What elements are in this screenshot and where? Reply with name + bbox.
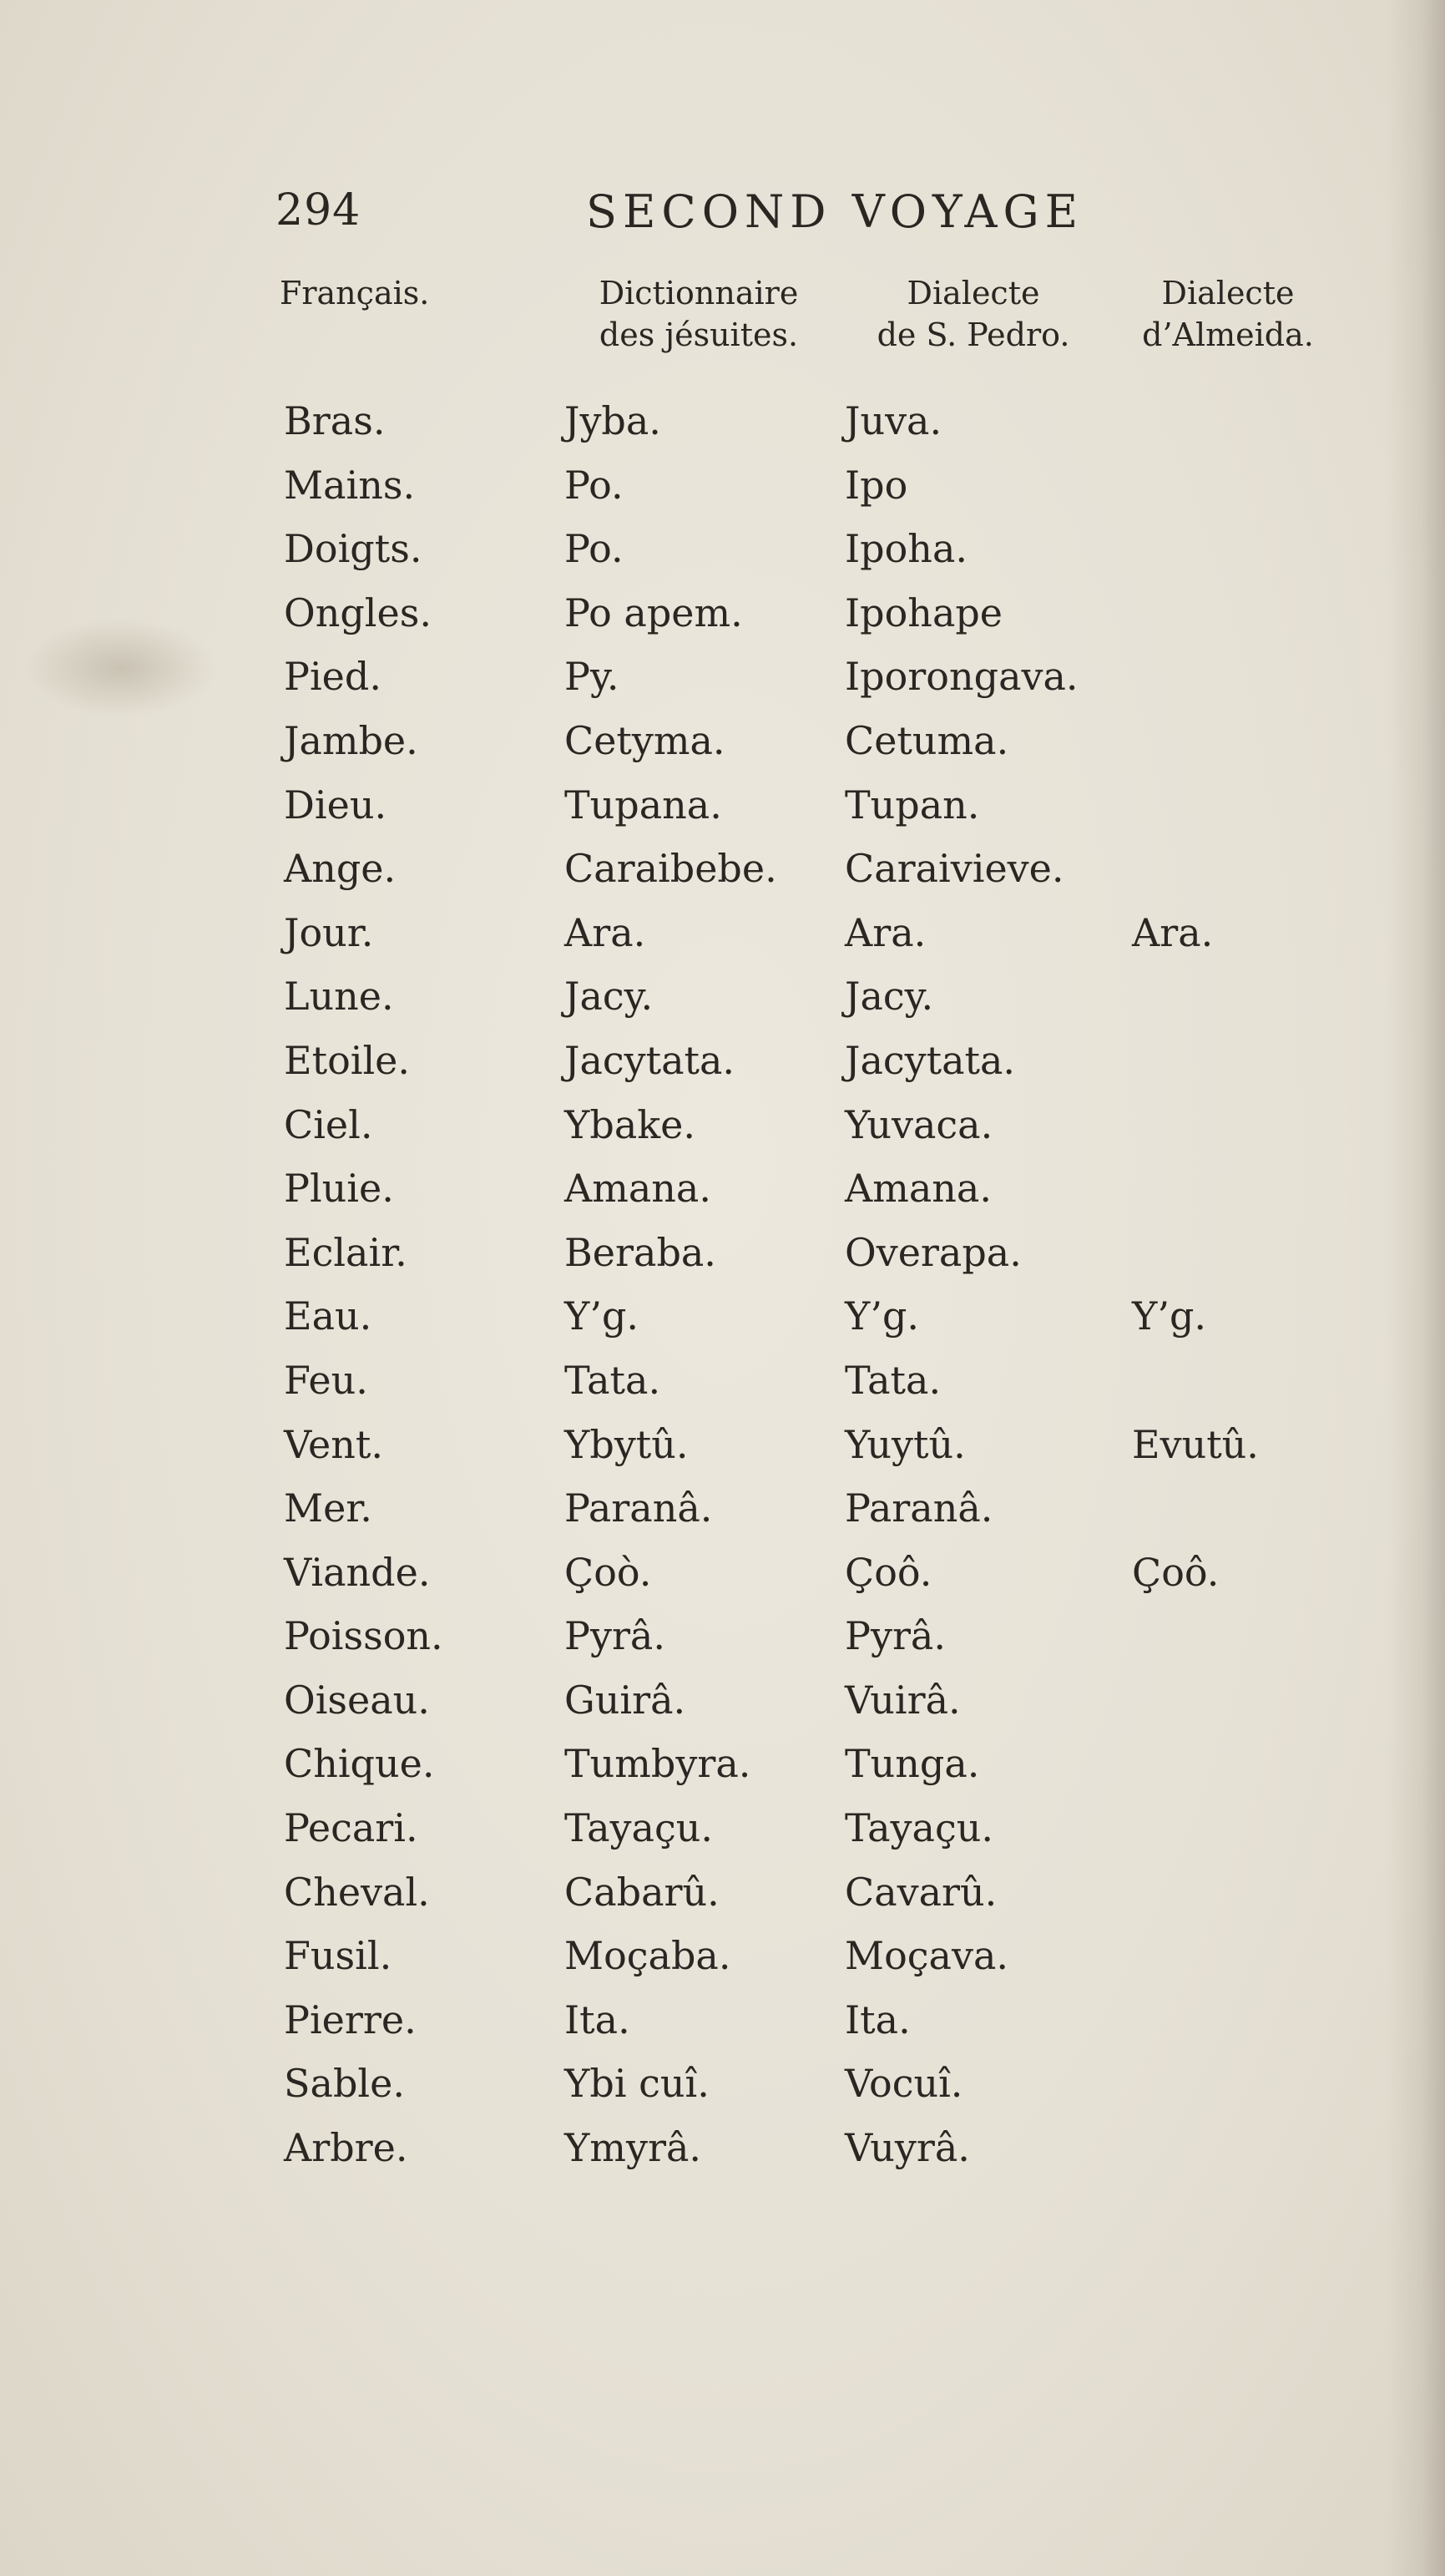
cell-s-pedro: Tunga. — [845, 1741, 980, 1787]
cell-s-pedro: Amana. — [845, 1166, 992, 1212]
cell-francais: Cheval. — [284, 1869, 430, 1915]
column-header-jesuites — [578, 272, 820, 356]
cell-francais: Lune. — [284, 974, 394, 1020]
cell-jesuites: Cetyma. — [564, 717, 725, 763]
column-header-francais-line: Français. — [280, 275, 430, 311]
cell-s-pedro: Iporongava. — [845, 654, 1079, 700]
cell-francais: Ciel. — [284, 1101, 373, 1147]
cell-jesuites: Moçaba. — [564, 1933, 731, 1979]
cell-s-pedro: Vocuî. — [845, 2061, 963, 2107]
running-title: SECOND VOYAGE — [586, 185, 1084, 238]
table-row — [0, 1738, 1445, 1803]
table-row — [0, 1291, 1445, 1355]
cell-francais: Mains. — [284, 462, 416, 508]
cell-s-pedro: Tata. — [845, 1357, 942, 1403]
table-row — [0, 524, 1445, 588]
cell-s-pedro: Çoô. — [845, 1549, 932, 1595]
cell-jesuites: Ita. — [564, 1997, 630, 2042]
cell-jesuites: Tayaçu. — [564, 1805, 713, 1851]
page-number: 294 — [275, 185, 361, 235]
cell-jesuites: Beraba. — [564, 1229, 716, 1275]
cell-s-pedro: Ipo — [845, 462, 908, 508]
cell-jesuites: Caraibebe. — [564, 846, 777, 892]
cell-jesuites: Tumbyra. — [564, 1741, 751, 1787]
column-header-jesuites-line2: des jésuites. — [599, 316, 799, 353]
cell-s-pedro: Ipoha. — [845, 526, 968, 572]
cell-s-pedro: Cavarû. — [845, 1869, 998, 1915]
table-row — [0, 1675, 1445, 1739]
table-row — [0, 396, 1445, 460]
cell-s-pedro: Overapa. — [845, 1229, 1022, 1275]
cell-francais: Ongles. — [284, 590, 432, 635]
cell-jesuites: Ara. — [564, 909, 646, 955]
cell-jesuites: Ymyrâ. — [564, 2125, 702, 2171]
cell-francais: Jambe. — [284, 717, 418, 763]
cell-francais: Ange. — [284, 846, 397, 892]
cell-francais: Pecari. — [284, 1805, 418, 1851]
table-row — [0, 460, 1445, 524]
column-header-jesuites-line1: Dictionnaire — [599, 275, 799, 311]
table-row — [0, 1483, 1445, 1547]
cell-jesuites: Jacytata. — [564, 1037, 735, 1083]
cell-s-pedro: Moçava. — [845, 1933, 1009, 1979]
table-row — [0, 1355, 1445, 1420]
cell-s-pedro: Ipohape — [845, 590, 1003, 635]
cell-jesuites: Pyrâ. — [564, 1613, 665, 1659]
table-row — [0, 1163, 1445, 1227]
cell-jesuites: Py. — [564, 654, 619, 700]
cell-francais: Arbre. — [284, 2125, 408, 2171]
cell-s-pedro: Jacytata. — [845, 1037, 1016, 1083]
cell-jesuites: Po. — [564, 526, 624, 572]
table-row — [0, 1547, 1445, 1612]
cell-s-pedro: Caraivieve. — [845, 846, 1064, 892]
vocabulary-table — [0, 396, 1445, 2187]
cell-jesuites: Paranâ. — [564, 1485, 713, 1531]
cell-s-pedro: Vuirâ. — [845, 1677, 961, 1723]
page-header — [275, 185, 1110, 244]
cell-almeida: Çoô. — [1132, 1549, 1220, 1595]
cell-jesuites: Çoò. — [564, 1549, 652, 1595]
cell-francais: Chique. — [284, 1741, 435, 1787]
cell-s-pedro: Yuvaca. — [845, 1101, 993, 1147]
column-header-almeida — [1107, 272, 1349, 356]
cell-jesuites: Ybi cuî. — [564, 2061, 710, 2107]
cell-almeida: Evutû. — [1132, 1421, 1259, 1467]
table-row — [0, 1995, 1445, 2059]
cell-francais: Eclair. — [284, 1229, 407, 1275]
cell-s-pedro: Y’g. — [845, 1293, 920, 1339]
table-row — [0, 843, 1445, 908]
cell-francais: Pierre. — [284, 1997, 417, 2042]
cell-jesuites: Jacy. — [564, 974, 654, 1020]
cell-francais: Eau. — [284, 1293, 372, 1339]
cell-s-pedro: Ita. — [845, 1997, 911, 2042]
cell-s-pedro: Paranâ. — [845, 1485, 993, 1531]
table-row — [0, 2123, 1445, 2187]
table-row — [0, 1803, 1445, 1867]
cell-francais: Mer. — [284, 1485, 372, 1531]
cell-francais: Bras. — [284, 398, 386, 443]
cell-francais: Vent. — [284, 1421, 383, 1467]
cell-jesuites: Jyba. — [564, 398, 661, 443]
table-row — [0, 1611, 1445, 1675]
table-row — [0, 651, 1445, 716]
cell-s-pedro: Jacy. — [845, 974, 934, 1020]
cell-jesuites: Po. — [564, 462, 624, 508]
table-row — [0, 1931, 1445, 1995]
cell-s-pedro: Yuytû. — [845, 1421, 966, 1467]
cell-s-pedro: Vuyrâ. — [845, 2125, 970, 2171]
cell-s-pedro: Tupan. — [845, 782, 980, 827]
column-header-s-pedro-line1: Dialecte — [907, 275, 1040, 311]
cell-s-pedro: Pyrâ. — [845, 1613, 946, 1659]
cell-francais: Sable. — [284, 2061, 405, 2107]
table-row — [0, 780, 1445, 844]
table-row — [0, 2058, 1445, 2123]
cell-francais: Doigts. — [284, 526, 422, 572]
cell-francais: Feu. — [284, 1357, 368, 1403]
table-row — [0, 1227, 1445, 1292]
cell-francais: Jour. — [284, 909, 374, 955]
table-row — [0, 1867, 1445, 1931]
table-row — [0, 1420, 1445, 1484]
table-row — [0, 716, 1445, 780]
cell-francais: Dieu. — [284, 782, 387, 827]
table-row — [0, 588, 1445, 652]
cell-jesuites: Cabarû. — [564, 1869, 720, 1915]
table-row — [0, 1035, 1445, 1100]
cell-jesuites: Ybytû. — [564, 1421, 689, 1467]
cell-jesuites: Guirâ. — [564, 1677, 686, 1723]
column-header-s-pedro-line2: de S. Pedro. — [877, 316, 1070, 353]
cell-francais: Fusil. — [284, 1933, 392, 1979]
column-header-francais — [280, 272, 429, 314]
table-row — [0, 971, 1445, 1035]
cell-francais: Pluie. — [284, 1166, 394, 1212]
cell-francais: Etoile. — [284, 1037, 411, 1083]
cell-francais: Viande. — [284, 1549, 431, 1595]
table-row — [0, 908, 1445, 972]
cell-almeida: Y’g. — [1132, 1293, 1207, 1339]
cell-jesuites: Tupana. — [564, 782, 722, 827]
column-header-s-pedro — [848, 272, 1099, 356]
cell-almeida: Ara. — [1132, 909, 1214, 955]
cell-s-pedro: Juva. — [845, 398, 942, 443]
cell-francais: Pied. — [284, 654, 381, 700]
cell-jesuites: Po apem. — [564, 590, 743, 635]
cell-francais: Poisson. — [284, 1613, 443, 1659]
cell-s-pedro: Cetuma. — [845, 717, 1009, 763]
cell-francais: Oiseau. — [284, 1677, 430, 1723]
cell-jesuites: Y’g. — [564, 1293, 639, 1339]
cell-s-pedro: Ara. — [845, 909, 927, 955]
cell-s-pedro: Tayaçu. — [845, 1805, 993, 1851]
column-header-almeida-line2: d’Almeida. — [1142, 316, 1314, 353]
cell-jesuites: Ybake. — [564, 1101, 695, 1147]
column-header-almeida-line1: Dialecte — [1161, 275, 1295, 311]
table-row — [0, 1100, 1445, 1164]
cell-jesuites: Tata. — [564, 1357, 661, 1403]
cell-jesuites: Amana. — [564, 1166, 711, 1212]
